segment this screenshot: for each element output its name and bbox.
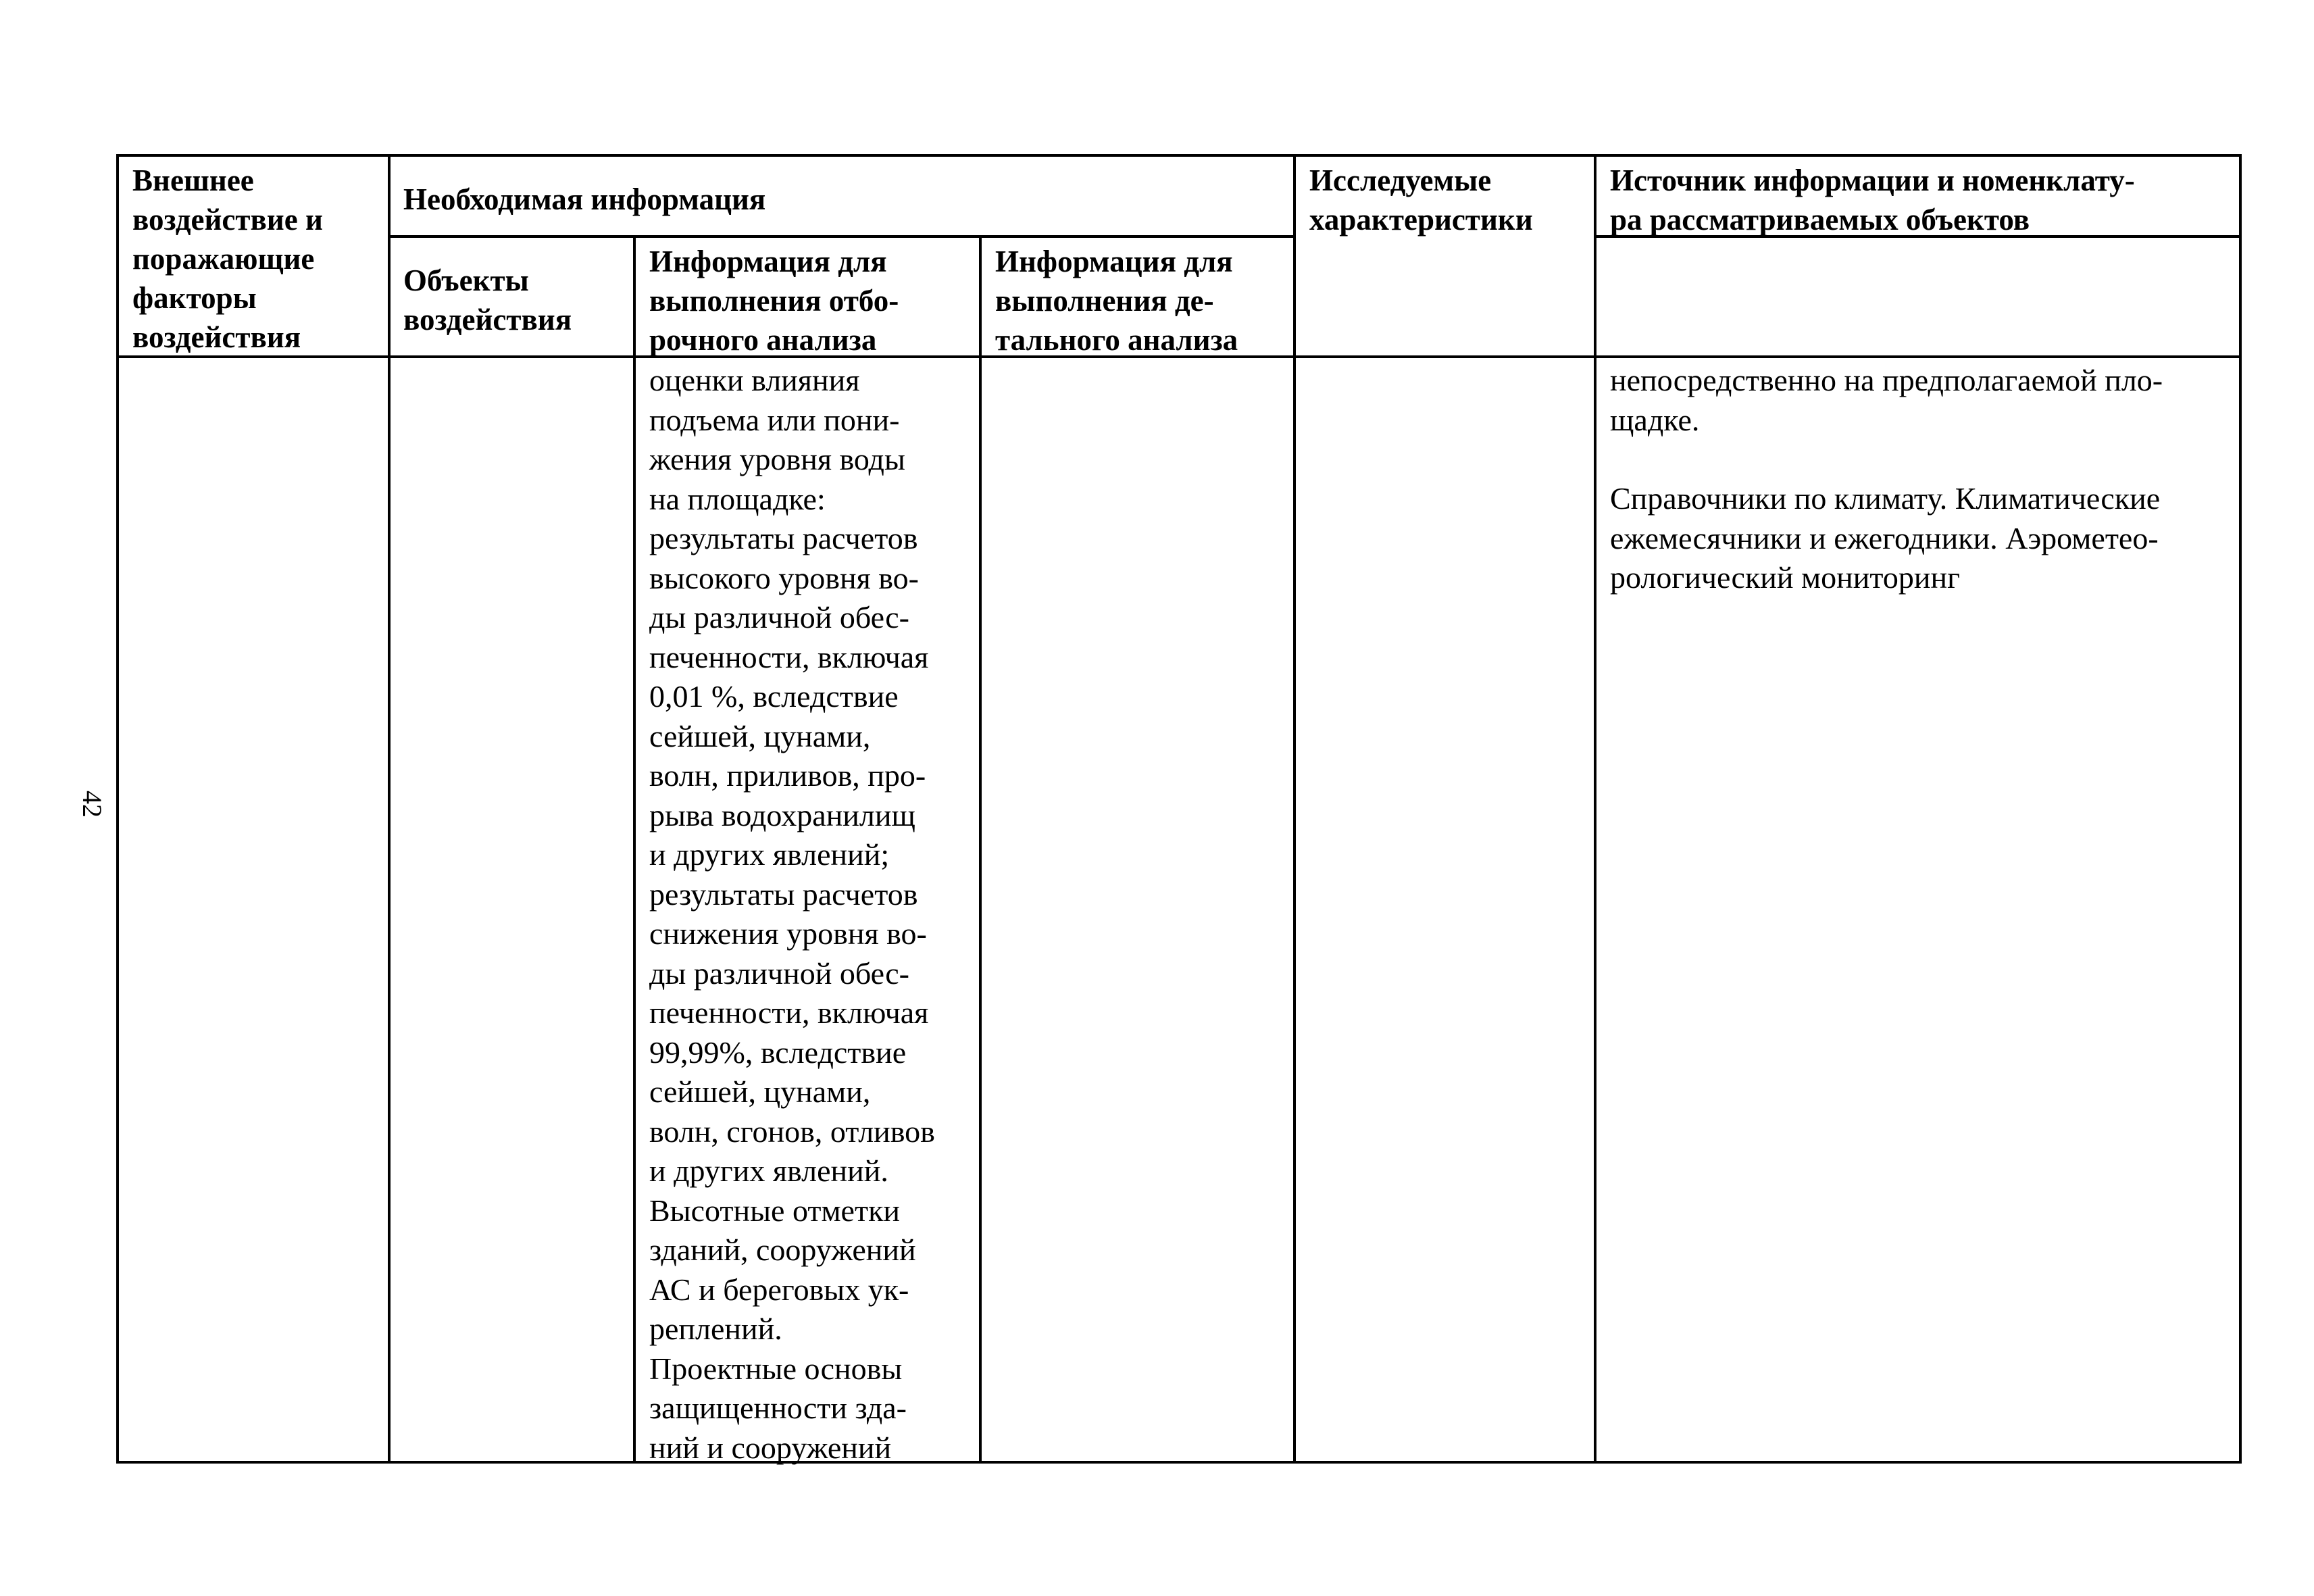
header-required-information: Необходимая информация (403, 182, 766, 216)
text-line: жения уровня воды (649, 442, 905, 476)
text-line: зданий, сооружений (649, 1232, 916, 1267)
paragraph (1610, 479, 2163, 598)
header-line: Объекты (403, 264, 529, 297)
text-line: АС и береговых ук- (649, 1272, 909, 1307)
header-external-impact (132, 161, 323, 357)
col-divider-1 (388, 154, 391, 1464)
header-line: характеристики (1309, 203, 1533, 236)
header-line: Исследуемые (1309, 164, 1492, 197)
text-line: снижения уровня во- (649, 916, 927, 951)
text-line: 99,99%, вследствие (649, 1034, 907, 1070)
text-line: Справочники по климату. Климатические (1610, 481, 2161, 516)
text-line: сейшей, цунами, (649, 718, 871, 753)
col-divider-2 (633, 236, 636, 1464)
header-line: факторы (132, 281, 257, 315)
header-detailed-info (995, 242, 1238, 359)
text-line: на площадке: (649, 481, 826, 516)
text-line: волн, сгонов, отливов (649, 1114, 935, 1149)
header-line: выполнения де- (995, 284, 1214, 318)
header-studied-characteristics (1309, 161, 1533, 239)
text-line: ежемесячники и ежегодники. Аэрометео- (1610, 520, 2159, 555)
header-line: ра рассматриваемых объектов (1610, 203, 2030, 236)
text-line: Высотные отметки (649, 1193, 901, 1228)
text-line: непосредственно на предполагаемой пло- (1610, 363, 2163, 397)
header-line: Внешнее (132, 164, 254, 197)
header-line: воздействие и (132, 203, 323, 236)
header-line: воздействия (132, 320, 301, 354)
text-line: 0,01 %, вследствие (649, 679, 899, 714)
header-line: воздействия (403, 303, 572, 336)
header-screening-info (649, 242, 899, 359)
header-line: Источник информации и номенклату- (1610, 164, 2135, 197)
text-line: Проектные основы (649, 1351, 903, 1386)
text-line: оценки влияния (649, 363, 860, 397)
header-information-source (1610, 161, 2135, 239)
header-subrow-line (388, 235, 1296, 238)
col-divider-5 (1594, 154, 1596, 1464)
text-line: подъема или пони- (649, 402, 900, 437)
header-impact-objects (403, 261, 572, 339)
table-border-left (116, 154, 119, 1464)
text-line: ний и сооружений (649, 1430, 892, 1465)
cell-screening-analysis-text (649, 361, 935, 1468)
paragraph (1610, 361, 2163, 440)
header-line: Информация для (995, 245, 1233, 278)
text-line: результаты расчетов (649, 876, 918, 912)
col-divider-4 (1293, 154, 1296, 1464)
text-line: защищенности зда- (649, 1391, 907, 1425)
text-line: и других явлений; (649, 837, 890, 872)
text-line: ды различной обес- (649, 955, 909, 991)
text-line: щадке. (1610, 402, 1700, 437)
page-number: 42 (77, 791, 107, 818)
text-line: волн, приливов, про- (649, 758, 926, 793)
text-line: рологический мониторинг (1610, 560, 1960, 595)
text-line: высокого уровня во- (649, 560, 919, 595)
header-line: поражающие (132, 242, 315, 276)
text-line: ды различной обес- (649, 600, 909, 634)
header-line: выполнения отбо- (649, 284, 899, 318)
text-line: и других явлений. (649, 1153, 888, 1188)
text-line: печенности, включая (649, 639, 929, 674)
table-border-right (2239, 154, 2242, 1464)
cell-information-source-text (1610, 361, 2163, 598)
text-line: сейшей, цунами, (649, 1074, 871, 1109)
text-line: результаты расчетов (649, 521, 918, 555)
table-border-top (116, 154, 2242, 157)
header-line: рочного анализа (649, 323, 877, 357)
text-line: реплений. (649, 1312, 782, 1346)
col-divider-3 (979, 236, 982, 1464)
text-line: рыва водохранилищ (649, 797, 915, 832)
header-line: Информация для (649, 245, 887, 278)
table-border-bottom (116, 1461, 2242, 1464)
text-line: печенности, включая (649, 995, 929, 1030)
header-line: тального анализа (995, 323, 1238, 357)
